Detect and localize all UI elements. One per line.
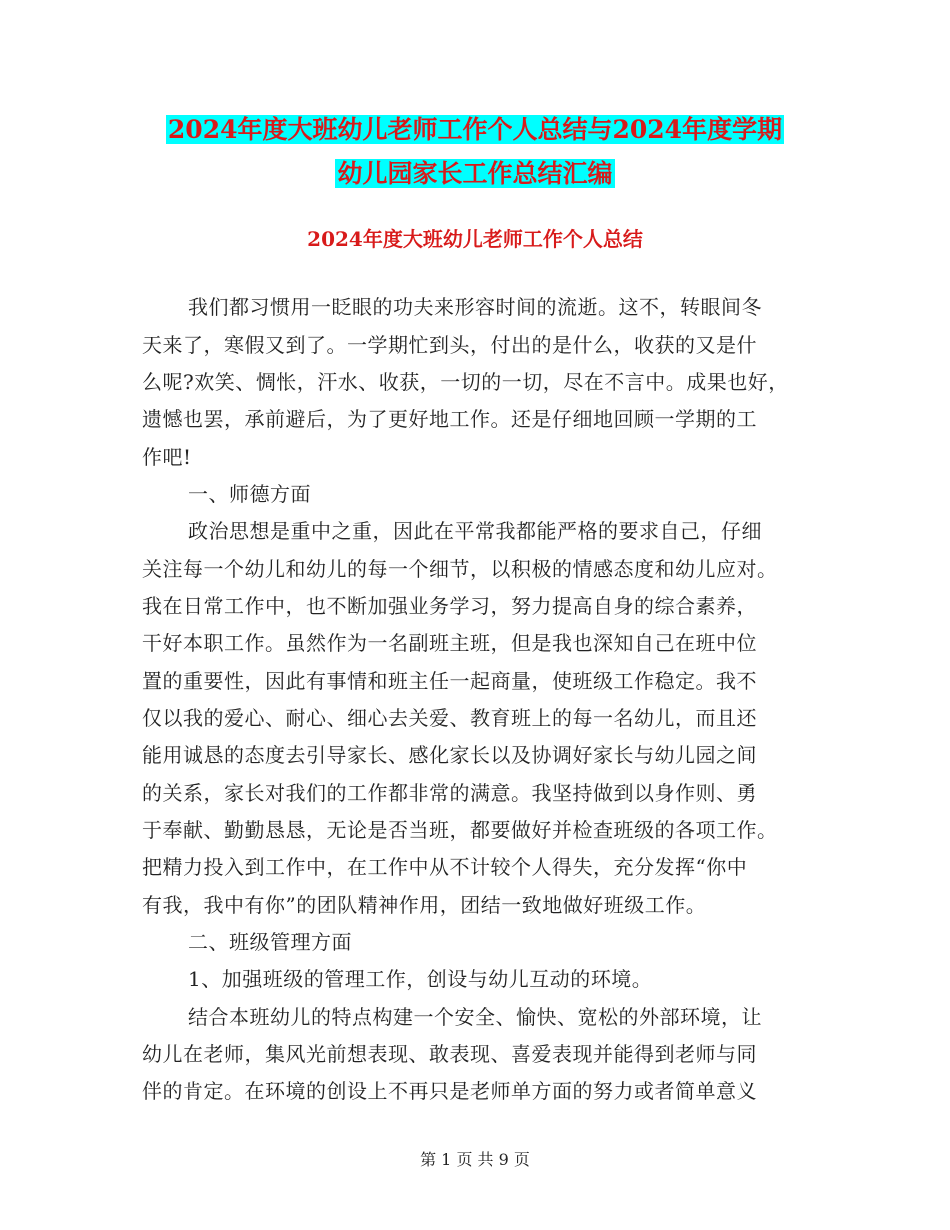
paragraph-line: 干好本职工作。虽然作为一名副班主班，但是我也深知自己在班中位	[142, 631, 757, 655]
paragraph-line: 关注每一个幼儿和幼儿的每一个细节，以积极的情感态度和幼儿应对。	[142, 557, 778, 581]
paragraph-line: 政治思想是重中之重，因此在平常我都能严格的要求自己，仔细	[188, 519, 762, 543]
paragraph-line: 置的重要性，因此有事情和班主任一起商量，使班级工作稳定。我不	[142, 669, 757, 693]
page-footer: 第 1 页 共 9 页	[420, 1150, 530, 1169]
paragraph-line: 有我，我中有你”的团队精神作用，团结一致地做好班级工作。	[142, 893, 707, 917]
document-title-line-1: 2024年度大班幼儿老师工作个人总结与2024年度学期	[167, 115, 783, 144]
section-heading: 一、师德方面	[188, 482, 311, 506]
paragraph-line: 仅以我的爱心、耐心、细心去关爱、教育班上的每一名幼儿，而且还	[142, 706, 757, 730]
section-title: 2024年度大班幼儿老师工作个人总结	[307, 227, 643, 251]
paragraph-line: 把精力投入到工作中，在工作中从不计较个人得失，充分发挥“你中	[142, 855, 748, 879]
paragraph-line: 能用诚恳的态度去引导家长、感化家长以及协调好家长与幼儿园之间	[142, 743, 757, 767]
paragraph-line: 幼儿在老师，集风光前想表现、敢表现、喜爱表现并能得到老师与同	[142, 1042, 757, 1066]
paragraph-line: 于奉献、勤勤恳恳，无论是否当班，都要做好并检查班级的各项工作。	[142, 818, 778, 842]
paragraph-line: 遗憾也罢，承前避后，为了更好地工作。还是仔细地回顾一学期的工	[142, 407, 757, 431]
paragraph-line: 结合本班幼儿的特点构建一个安全、愉快、宽松的外部环境，让	[188, 1005, 762, 1029]
section-heading: 二、班级管理方面	[188, 930, 352, 954]
paragraph-line: 我在日常工作中，也不断加强业务学习，努力提高自身的综合素养，	[142, 594, 757, 618]
paragraph-line: 我们都习惯用一眨眼的功夫来形容时间的流逝。这不，转眼间冬	[188, 295, 762, 319]
paragraph-line: 伴的肯定。在环境的创设上不再只是老师单方面的努力或者简单意义	[142, 1079, 757, 1103]
subsection-heading: 1、加强班级的管理工作，创设与幼儿互动的环境。	[188, 967, 653, 991]
paragraph-line: 作吧!	[142, 445, 192, 469]
paragraph-line: 的关系，家长对我们的工作都非常的满意。我坚持做到以身作则、勇	[142, 781, 757, 805]
paragraph-line: 天来了，寒假又到了。一学期忙到头，付出的是什么，收获的又是什	[142, 333, 757, 357]
paragraph-line: 么呢?欢笑、惆怅，汗水、收获，一切的一切，尽在不言中。成果也好，	[142, 370, 789, 394]
document-title-line-2: 幼儿园家长工作总结汇编	[337, 159, 613, 188]
